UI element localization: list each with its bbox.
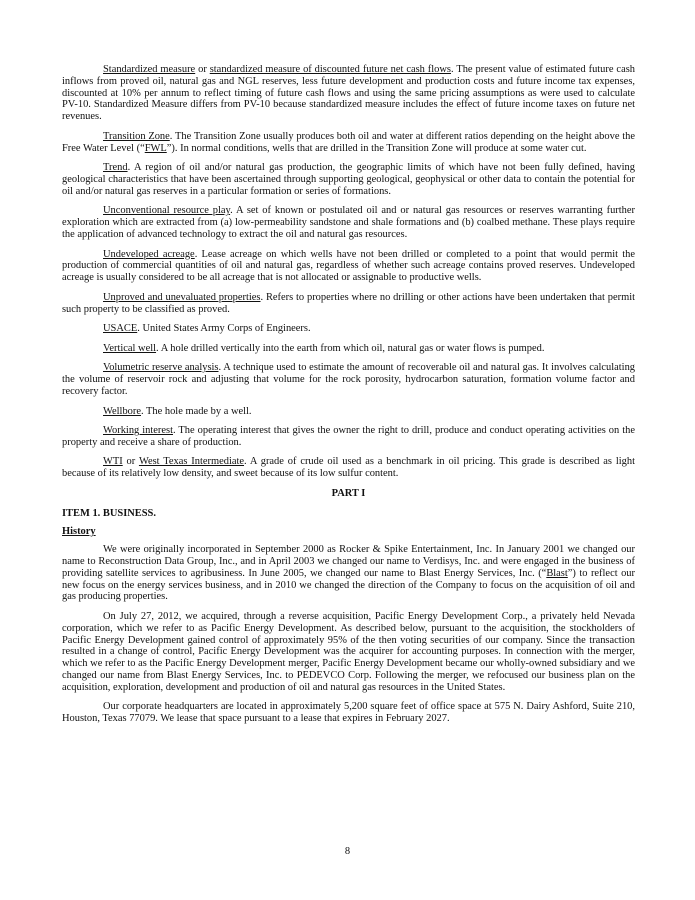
item-heading: ITEM 1. BUSINESS. bbox=[62, 507, 156, 519]
term: Volumetric reserve analysis bbox=[103, 362, 219, 374]
definition-text: . A technique used to estimate the amount of recoverable oil and natural gas. It involves calculating the volume of reservoir rock and adjusting that volume for the rock porosity, hydrocarbon saturation, formation volume factor and recovery factor. bbox=[62, 362, 636, 397]
paragraph-text: We were originally incorporated in September 2000 as Rocker & Spike Entertainment, Inc. In January 2001 we changed our name to Reconstruction Data Group, Inc., and in April 2003 we changed our name to Verdisys, Inc. and were engaged in the business of providing satellite services to agribusiness. In June 2005, we changed our name to Blast Energy Services, Inc. (“ bbox=[62, 544, 635, 579]
history-paragraph: Our corporate headquarters are located in approximately 5,200 square feet of office space at 575 N. Dairy Ashford, Suite 210, Houston, Texas 77079. We lease that space pursuant to a lease that expires in February 2027. bbox=[62, 701, 635, 725]
definition-trend bbox=[62, 162, 635, 197]
abbreviation: Blast bbox=[546, 567, 568, 579]
definition-volumetric-reserve-analysis bbox=[62, 362, 635, 397]
term-alt: standardized measure of discounted future net cash flows bbox=[209, 64, 451, 75]
definition-wti bbox=[62, 456, 635, 480]
term: WTI bbox=[103, 456, 123, 468]
definition-text: . Lease acreage on which wells have not been drilled or completed to a point that would permit the production of commercial quantities of oil and natural gas, regardless of whether such acreage contains proved reserves. Undeveloped acreage is usually considered to be all acreage that is not allocated or assignable to productive wells. bbox=[62, 248, 635, 284]
term: Working interest bbox=[103, 425, 173, 437]
term: Standardized measure bbox=[103, 64, 196, 75]
definition-text: . The hole made by a well. bbox=[141, 405, 252, 417]
definition-text: . A region of oil and/or natural gas production, the geographic limits of which have not been fully defined, having geological characteristics that have been ascertained through supporting geological, geophysical or other data to contain the potential for oil and/or natural gas reserves in a particular formation or series of formations. bbox=[62, 162, 635, 197]
term: USACE bbox=[103, 323, 138, 335]
definition-unconventional-resource-play bbox=[62, 205, 635, 240]
history-heading: History bbox=[62, 526, 96, 538]
joiner: or bbox=[195, 64, 210, 75]
definition-standardized-measure bbox=[62, 64, 635, 123]
term: Unproved and unevaluated properties bbox=[103, 291, 261, 303]
definition-working-interest bbox=[62, 425, 635, 449]
definition-text: . A grade of crude oil used as a benchmark in oil pricing. This grade is described as light because of its relatively low density, and sweet because of its low sulfur content. bbox=[62, 456, 635, 480]
definition-text: . The operating interest that gives the owner the right to drill, produce and conduct operating activities on the property and receive a share of production. bbox=[62, 425, 635, 448]
definition-vertical-well bbox=[62, 343, 635, 355]
page-number: 8 bbox=[344, 846, 351, 857]
definition-usace bbox=[62, 323, 635, 335]
definition-transition-zone bbox=[62, 131, 635, 155]
definition-text: . United States Army Corps of Engineers. bbox=[137, 323, 311, 335]
definition-text: . The present value of estimated future cash inflows from proved oil, natural gas and NGL reserves, less future development and production costs and future income tax expenses, discounted at 10% per annum to reflect timing of future cash flows and using the same pricing assumptions as were used to calculate PV-10. Standardized Measure differs from PV-10 because standardized measure includes the effect of future income taxes on future net revenues. bbox=[62, 64, 635, 123]
term: Vertical well bbox=[103, 342, 157, 354]
definition-text: . A set of known or postulated oil and or natural gas resources or reserves warranting further exploration which are extracted from (a) low-permeability sandstone and shale formations and (b) coalbed methane. These plays require the application of advanced technology to extract the oil and natural gas resources. bbox=[62, 205, 636, 240]
term: Trend bbox=[103, 162, 128, 174]
definition-text: . A hole drilled vertically into the earth from which oil, natural gas or water flows is pumped. bbox=[156, 342, 545, 354]
term: Undeveloped acreage bbox=[103, 248, 195, 260]
term: Transition Zone bbox=[103, 130, 170, 142]
definition-wellbore bbox=[62, 406, 635, 418]
page-content bbox=[62, 64, 635, 733]
definition-text: . The Transition Zone usually produces both oil and water at different ratios depending on the height above the Free Water Level (“ bbox=[62, 130, 636, 154]
definition-text: . Refers to properties where no drilling or other actions have been undertaken that permit such property to be classified as proved. bbox=[62, 291, 635, 315]
definition-text-end: ”). In normal conditions, wells that are drilled in the Transition Zone will produce at some water cut. bbox=[166, 142, 587, 154]
definition-unproved-properties bbox=[62, 292, 635, 316]
definition-undeveloped-acreage bbox=[62, 249, 635, 284]
joiner: or bbox=[122, 456, 139, 468]
part-heading: PART I bbox=[331, 487, 366, 499]
abbreviation: FWL bbox=[144, 142, 167, 154]
paragraph-text-end: ”) to reflect our new focus on the energy services business, and in 2010 we changed the direction of the Company to focus on the acquisition of oil and gas producing properties. bbox=[62, 567, 635, 603]
term-alt: West Texas Intermediate bbox=[138, 456, 245, 468]
history-paragraph bbox=[62, 544, 635, 603]
term: Unconventional resource play bbox=[103, 205, 231, 217]
history-paragraph: On July 27, 2012, we acquired, through a reverse acquisition, Pacific Energy Development Corp., a privately held Nevada corporation, which we refer to as Pacific Energy Development. As described below, pursuant to the acquisition, the stockholders of Pacific Energy Development gained control of approximately 95% of the then voting securities of our company. Since the transaction resulted in a change of control, Pacific Energy Development was the acquirer for accounting purposes. In connection with the merger, which we refer to as the Pacific Energy Development merger, Pacific Energy Development became our wholly-owned subsidiary and we changed our name from Blast Energy Services, Inc. to PEDEVCO Corp. Following the merger, we refocused our business plan on the acquisition, exploration, development and production of oil and natural gas resources in the United States. bbox=[62, 611, 635, 693]
term: Wellbore bbox=[103, 405, 141, 417]
